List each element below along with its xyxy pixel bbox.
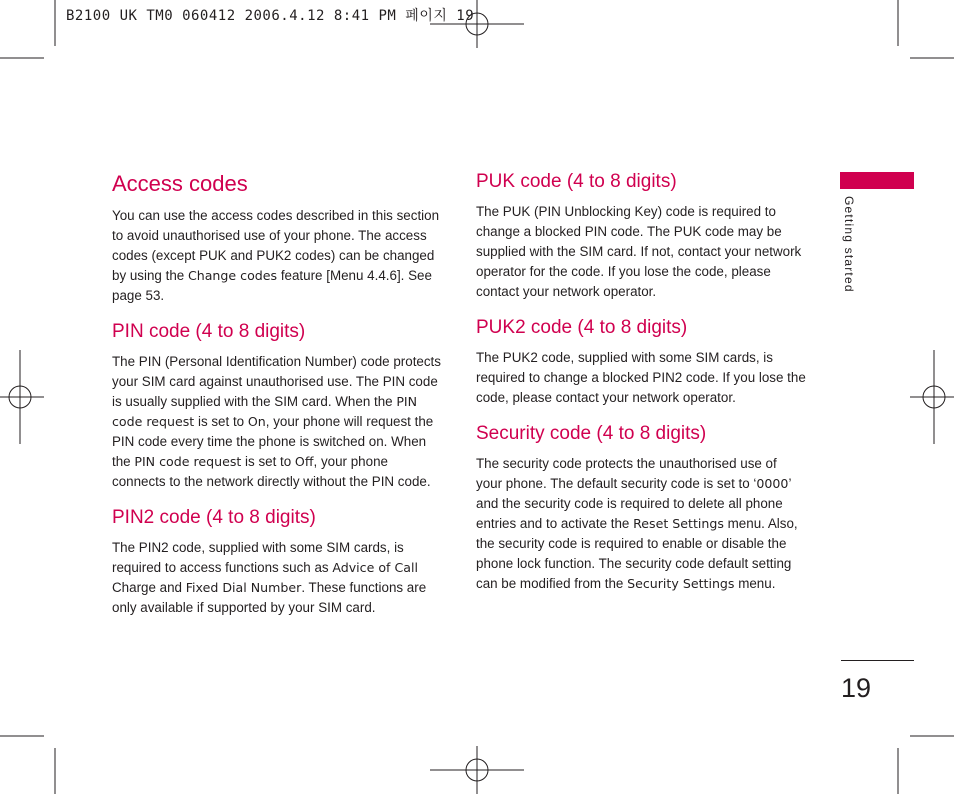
ui-term-off: Off xyxy=(294,454,314,469)
pin-code-paragraph: The PIN (Personal Identification Number) code protects your SIM card against unauthorised use. The PIN code is usually supplied with the SIM card. When the PIN code request is set to On, your phone will request the PIN code every time the phone is switched on. When the PIN code request is set to Off, your phone connects to the network directly without the PIN code. xyxy=(112,354,441,489)
security-code-heading: Security code (4 to 8 digits) xyxy=(476,423,707,444)
print-slug: B2100 UK TM0 060412 2006.4.12 8:41 PM 페이지 19 xyxy=(66,8,475,24)
puk-code-paragraph: The PUK (PIN Unblocking Key) code is required to change a blocked PIN code. The PUK code may be supplied with the SIM card. If not, contact your network operator for the code. If you lose the code, please contact your network operator. xyxy=(476,204,802,299)
access-codes-heading: Access codes xyxy=(112,171,248,196)
ui-term-security-settings: Security Settings xyxy=(627,576,735,591)
ui-term-default-code: 0000 xyxy=(756,476,789,491)
ui-term-pin-code-request: PIN code request xyxy=(134,454,242,469)
pin2-code-heading: PIN2 code (4 to 8 digits) xyxy=(112,507,316,528)
ui-term-pin-code-request: PIN code request xyxy=(112,394,418,429)
right-column xyxy=(476,170,806,608)
page-number-rule xyxy=(841,660,914,661)
section-label: Getting started xyxy=(842,196,856,293)
puk-code-heading: PUK code (4 to 8 digits) xyxy=(476,171,677,192)
ui-term-reset-settings: Reset Settings xyxy=(633,516,724,531)
left-column xyxy=(112,170,442,632)
ui-term-advice-of-call: Advice of Call xyxy=(332,560,418,575)
security-code-paragraph: The security code protects the unauthorised use of your phone. The default security code is set to ‘0000’ and the security code is required to delete all phone entries and to activate the Reset Settings menu. Also, the security code is required to enable or disable the phone lock function. The security code default setting can be modified from the Security Settings menu. xyxy=(476,456,798,591)
puk2-code-paragraph: The PUK2 code, supplied with some SIM cards, is required to change a blocked PIN2 code. If you lose the code, please contact your network operator. xyxy=(476,350,806,405)
ui-term-change-codes: Change codes xyxy=(187,268,278,283)
page-number: 19 xyxy=(841,673,872,703)
section-tab-bar xyxy=(840,172,914,189)
ui-term-fixed-dial-number: Fixed Dial Number xyxy=(185,580,302,595)
pin-code-heading: PIN code (4 to 8 digits) xyxy=(112,321,306,342)
puk2-code-heading: PUK2 code (4 to 8 digits) xyxy=(476,317,688,338)
pin2-code-paragraph: The PIN2 code, supplied with some SIM cards, is required to access functions such as Advice of Call Charge and Fixed Dial Number. These functions are only available if supported by your SIM card. xyxy=(112,540,427,615)
access-codes-paragraph: You can use the access codes described in this section to avoid unauthorised use of your phone. The access codes (except PUK and PUK2 codes) can be changed by using the Change codes feature [Menu 4.4.6]. See page 53. xyxy=(112,208,440,303)
ui-term-on: On xyxy=(247,414,266,429)
